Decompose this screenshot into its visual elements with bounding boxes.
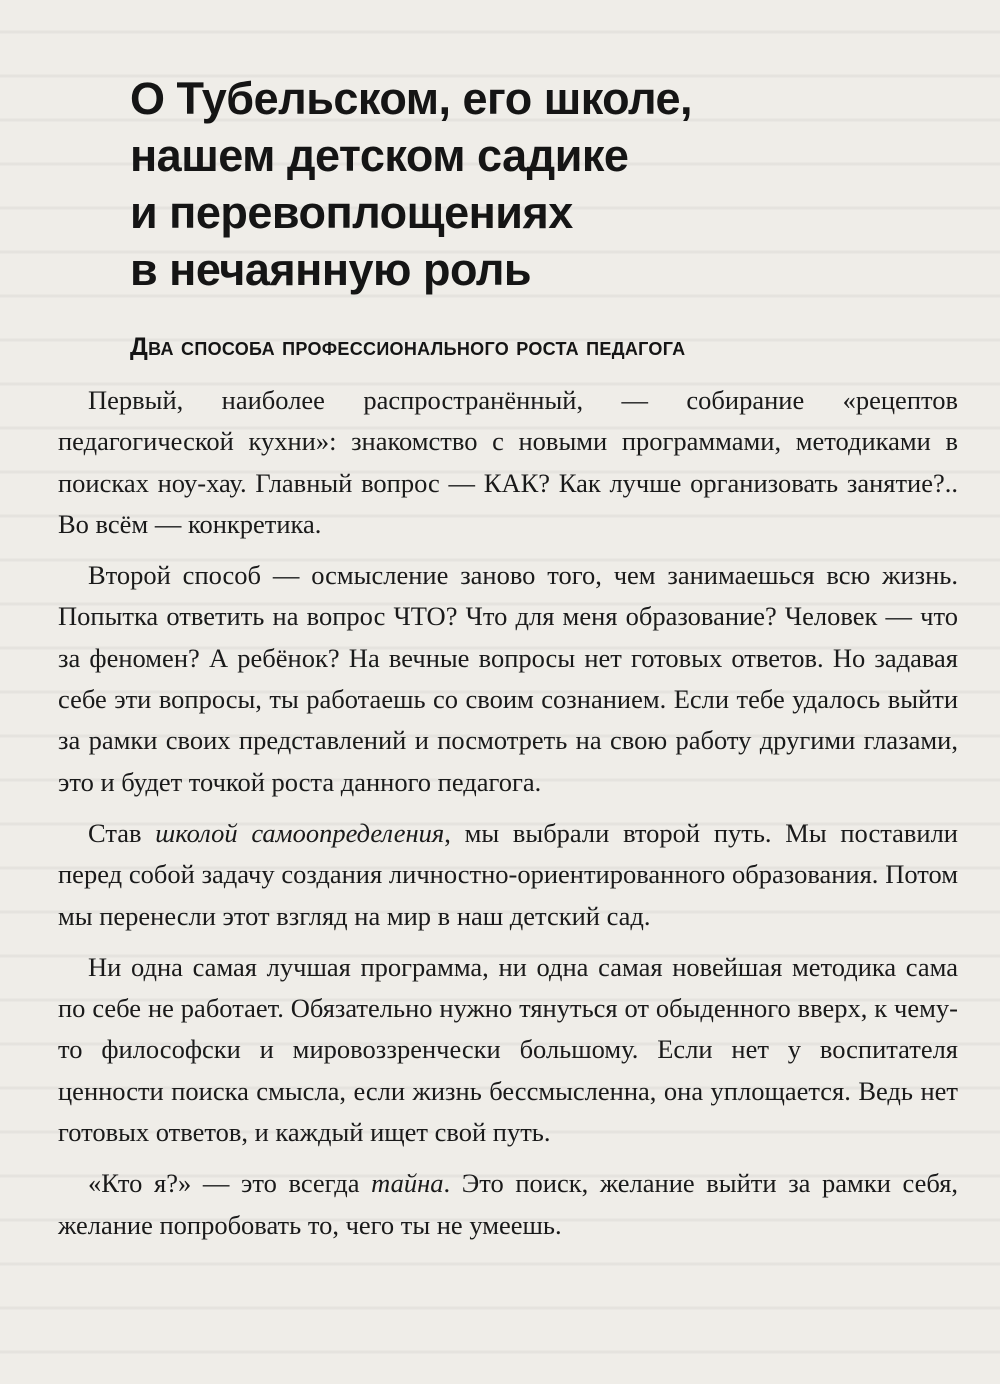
paragraph: Первый, наиболее распространённый, — собирание «рецептов педагогической кухни»: знакомство с новыми программами, методиками в поисках ноу-хау. Главный вопрос — КАК? Как лучше организовать занятие?.. Во всём — конкретика. (58, 385, 958, 539)
chapter-title-line: в нечаянную роль (130, 244, 532, 295)
paragraph-text: «Кто я?» — это всегда (88, 1168, 372, 1199)
paragraph-text: , мы выбрали второй путь. Мы поставили перед собой задачу создания личностно-ориентированного образования. Потом мы перенесли этот взгляд на мир в наш детский сад. (58, 817, 958, 931)
emphasis-text: школой самоопределения (155, 817, 445, 848)
paragraph: Второй способ — осмысление заново того, чем занимаешься всю жизнь. Попытка ответить на вопрос ЧТО? Что для меня образование? Человек — что за феномен? А ребёнок? На вечные вопросы нет готовых ответов. Но задавая себе эти вопросы, ты работаешь со своим сознанием. Если тебе удалось выйти за рамки своих представлений и посмотреть на свою работу другими глазами, это и будет точкой роста данного педагога. (58, 560, 958, 797)
chapter-title-line: и перевоплощениях (130, 187, 573, 238)
chapter-title-line: нашем детском садике (130, 130, 629, 181)
paragraph (58, 813, 958, 937)
body-text (58, 380, 958, 1246)
emphasis-text: тайна (371, 1168, 444, 1199)
paragraph (58, 1163, 958, 1246)
paragraph-text: . Это поиск, желание выйти за рамки себя, желание попробовать то, чего ты не умеешь. (58, 1168, 959, 1240)
paragraph: Ни одна самая лучшая программа, ни одна самая новейшая методика сама по себе не работает. Обязательно нужно тянуться от обыденного вверх, к чему-то философски и мировоззренчески большому. Если нет у воспитателя ценности поиска смысла, если жизнь бессмысленна, она уплощается. Ведь нет готовых ответов, и каждый ищет свой путь. (58, 951, 958, 1148)
paragraph-text: Став (88, 817, 156, 848)
section-heading: Два способа профессионального роста педагога (130, 333, 686, 361)
book-page (58, 70, 958, 1246)
chapter-title-line: О Тубельском, его школе, (130, 73, 693, 124)
chapter-title (130, 70, 958, 298)
